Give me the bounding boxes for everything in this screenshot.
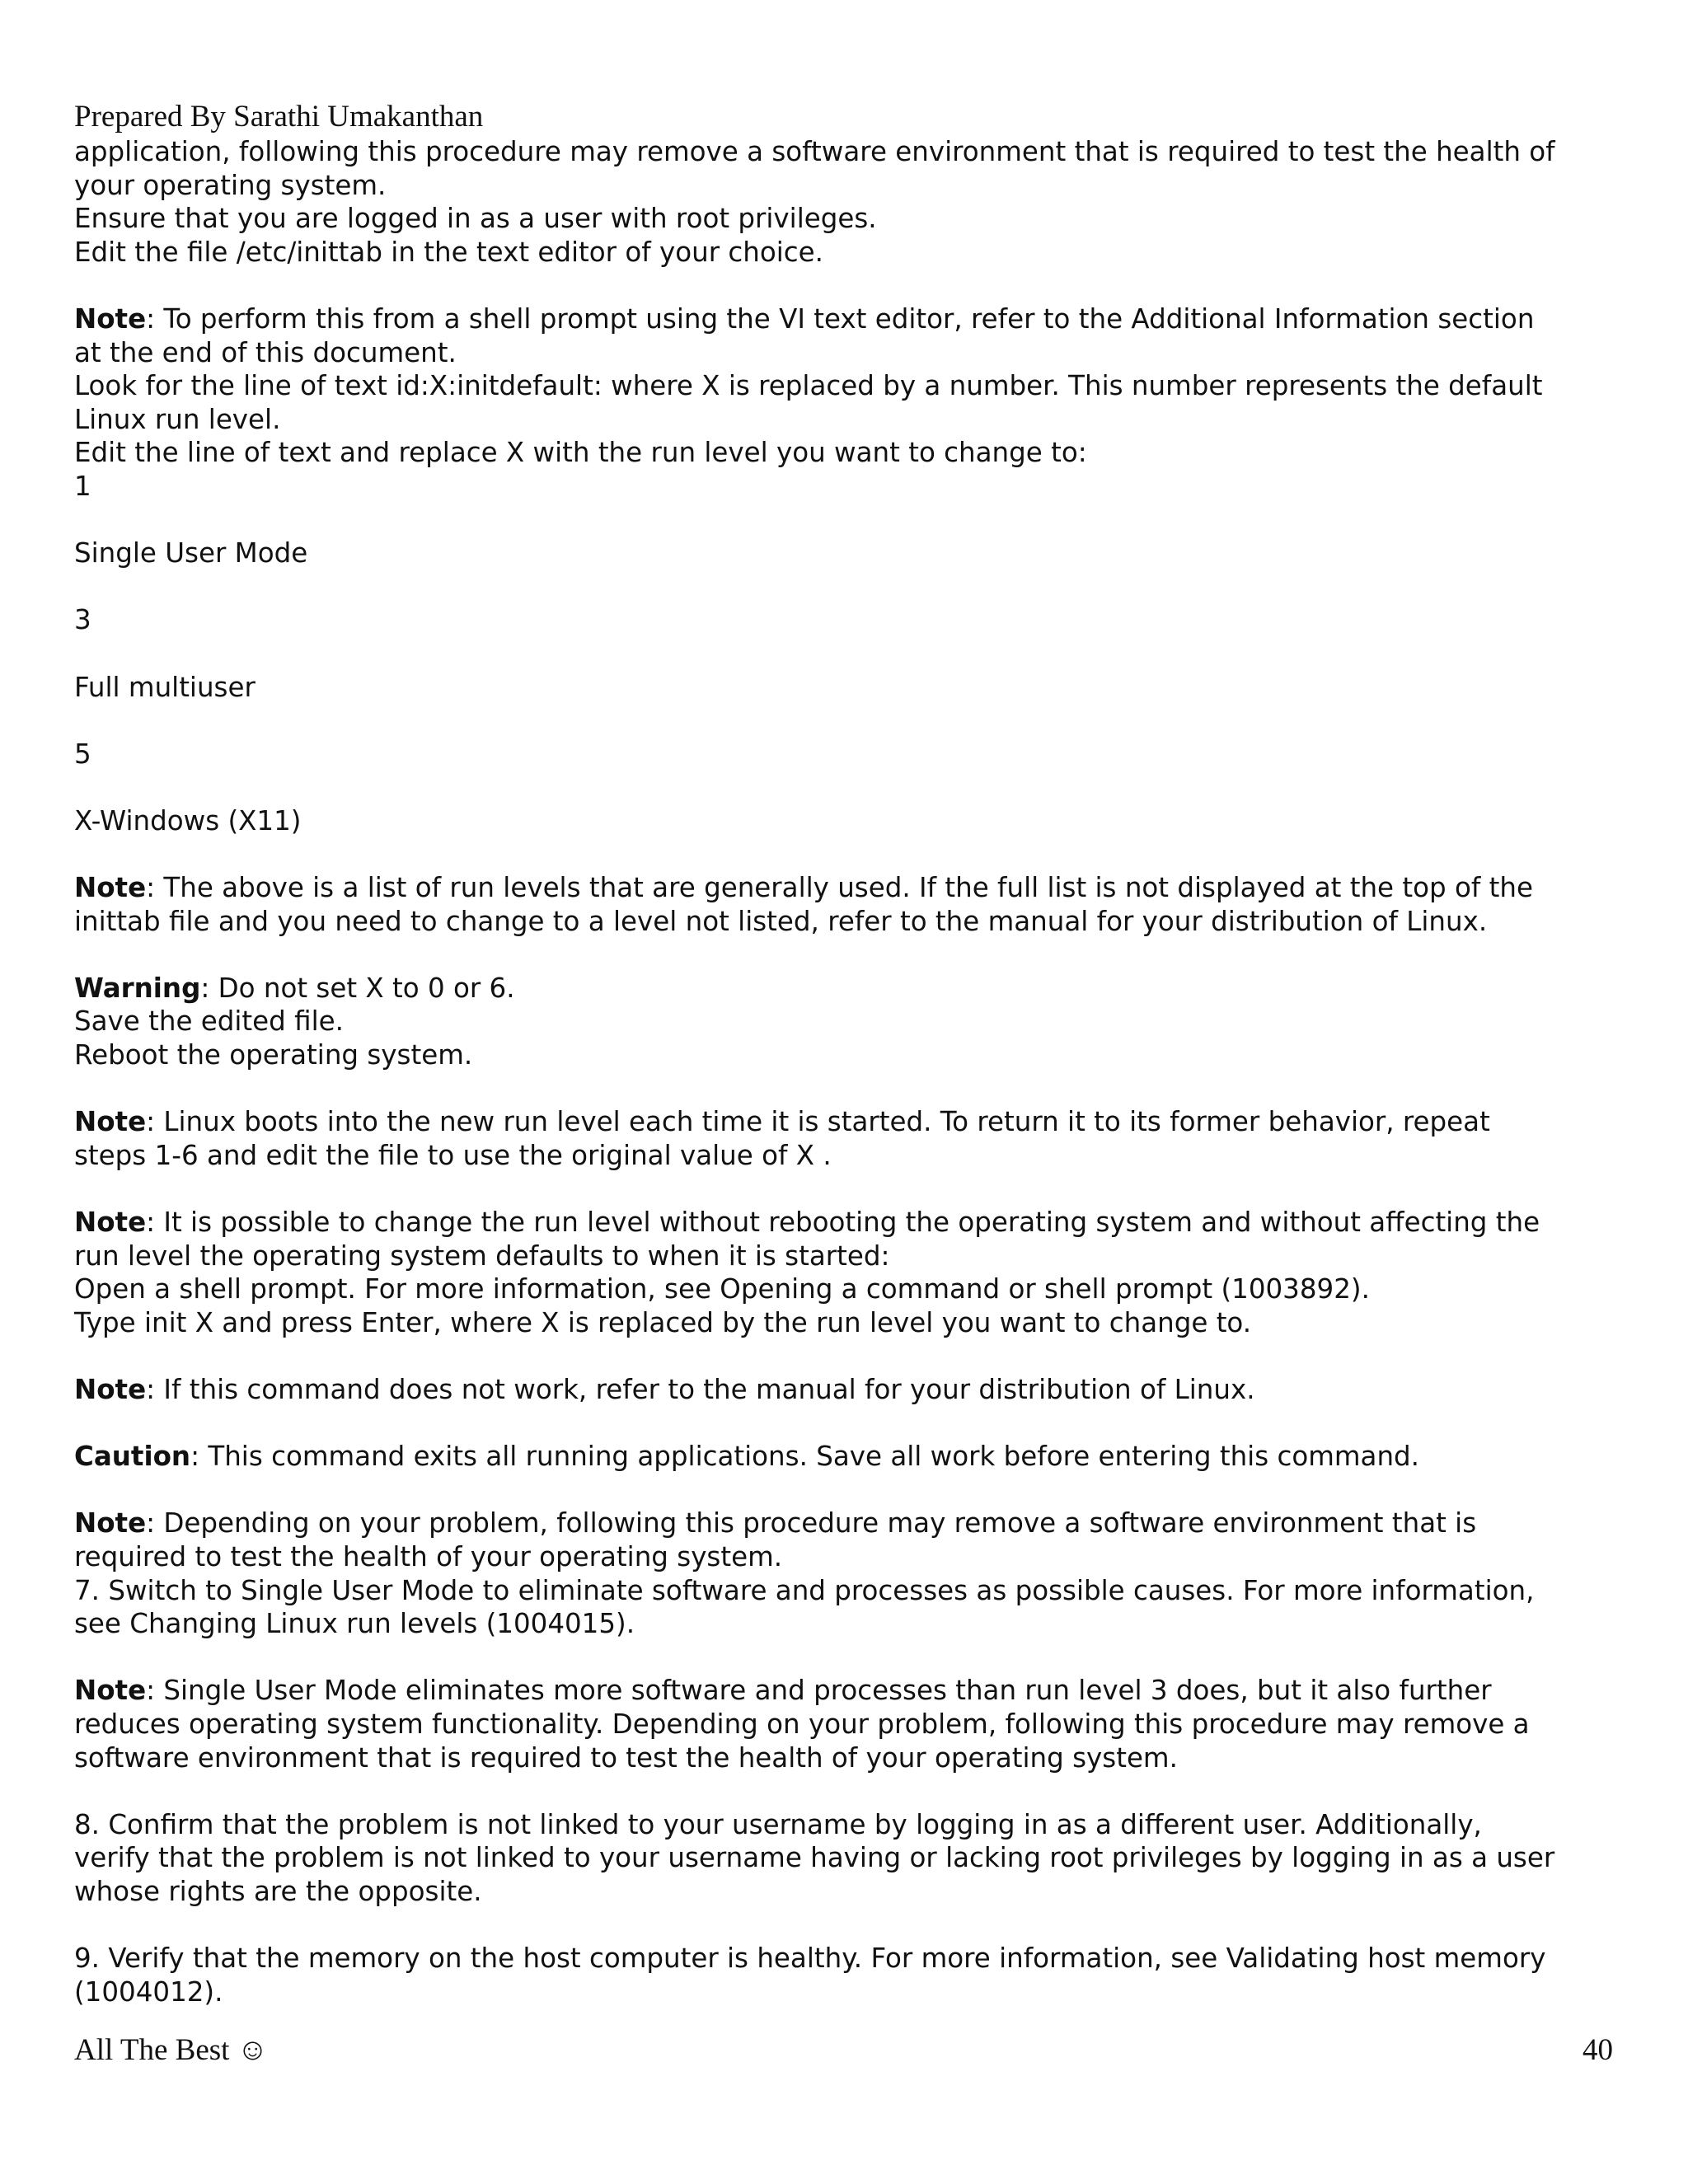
note-label: Note <box>74 1106 147 1138</box>
caution-text: : This command exits all running applications. Save all work before entering this command. <box>190 1441 1420 1473</box>
text-line: your operating system. <box>74 169 387 201</box>
text-line: Edit the file /etc/inittab in the text editor of your choice. <box>74 236 824 268</box>
run-level-number: 5 <box>74 738 91 770</box>
note-line <box>74 302 1624 336</box>
step-line: 8. Confirm that the problem is not linked to your username by logging in as a different user. Additionally, <box>74 1808 1482 1840</box>
note-line <box>74 1206 1624 1240</box>
note-text: : Depending on your problem, following this procedure may remove a software environment that is <box>146 1507 1477 1540</box>
note-line <box>74 871 1624 905</box>
step-line: 7. Switch to Single User Mode to eliminate software and processes as possible causes. For more information, <box>74 1574 1535 1606</box>
note-text: : If this command does not work, refer to the manual for your distribution of Linux. <box>146 1373 1255 1405</box>
run-level-number: 3 <box>74 604 91 636</box>
note-label: Note <box>74 302 147 335</box>
page-footer-text: All The Best ☺ <box>74 2033 269 2067</box>
blank-line <box>74 570 1624 604</box>
note-label: Note <box>74 1207 147 1238</box>
text-line: Reboot the operating system. <box>74 1039 473 1071</box>
text-line: whose rights are the opposite. <box>74 1875 482 1907</box>
blank-line <box>74 1072 1624 1106</box>
blank-line <box>74 1407 1624 1441</box>
text-line: required to test the health of your operating system. <box>74 1540 783 1572</box>
blank-line <box>74 1641 1624 1675</box>
blank-line <box>74 771 1624 804</box>
text-line: reduces operating system functionality. Depending on your problem, following this procedure may remove a <box>74 1708 1530 1740</box>
text-line: inittab file and you need to change to a level not listed, refer to the manual for your distribution of Linux. <box>74 905 1488 937</box>
note-line <box>74 1105 1624 1139</box>
blank-line <box>74 269 1624 302</box>
page-number: 40 <box>1582 2033 1613 2067</box>
note-label: Note <box>74 1675 147 1707</box>
blank-line <box>74 504 1624 537</box>
document-body <box>74 135 1624 2008</box>
text-line: see Changing Linux run levels (1004015). <box>74 1608 635 1640</box>
blank-line <box>74 1172 1624 1206</box>
note-line <box>74 1507 1624 1540</box>
blank-line <box>74 637 1624 671</box>
note-line <box>74 1373 1624 1407</box>
caution-line <box>74 1440 1624 1474</box>
text-line: Look for the line of text id:X:initdefault: where X is replaced by a number. This number represents the default <box>74 370 1543 402</box>
warning-text: : Do not set X to 0 or 6. <box>200 972 515 1004</box>
note-line <box>74 1674 1624 1708</box>
note-text: : Linux boots into the new run level each time it is started. To return it to its former behavior, repeat <box>146 1106 1490 1138</box>
warning-label: Warning <box>74 972 201 1004</box>
text-line: software environment that is required to test the health of your operating system. <box>74 1741 1178 1774</box>
text-line: Edit the line of text and replace X with the run level you want to change to: <box>74 437 1087 469</box>
run-level-name: Single User Mode <box>74 537 308 569</box>
blank-line <box>74 1908 1624 1942</box>
warning-line <box>74 972 1624 1005</box>
note-label: Note <box>74 1507 147 1540</box>
blank-line <box>74 1339 1624 1373</box>
blank-line <box>74 938 1624 972</box>
blank-line <box>74 704 1624 738</box>
text-line: Linux run level. <box>74 403 281 435</box>
text-line: steps 1-6 and edit the file to use the original value of X . <box>74 1139 832 1171</box>
note-text: : The above is a list of run levels that are generally used. If the full list is not displayed at the top of the <box>146 872 1533 904</box>
run-level-name: X-Windows (X11) <box>74 804 302 837</box>
page-header: Prepared By Sarathi Umakanthan <box>74 100 484 134</box>
blank-line <box>74 837 1624 871</box>
note-text: : It is possible to change the run level without rebooting the operating system and without affecting the <box>146 1207 1540 1238</box>
text-line: Open a shell prompt. For more information, see Opening a command or shell prompt (1003892). <box>74 1273 1370 1305</box>
text-line: Type init X and press Enter, where X is replaced by the run level you want to change to. <box>74 1306 1252 1338</box>
caution-label: Caution <box>74 1441 191 1473</box>
note-label: Note <box>74 1373 147 1405</box>
text-line: application, following this procedure may remove a software environment that is required to test the health of <box>74 136 1555 167</box>
note-text: : Single User Mode eliminates more software and processes than run level 3 does, but it also further <box>146 1675 1492 1707</box>
text-line: Save the edited file. <box>74 1005 344 1038</box>
blank-line <box>74 1774 1624 1808</box>
note-text: : To perform this from a shell prompt using the VI text editor, refer to the Additional Information section <box>146 302 1535 335</box>
blank-line <box>74 1474 1624 1507</box>
text-line: (1004012). <box>74 1975 223 2008</box>
text-line: at the end of this document. <box>74 336 457 368</box>
step-line: 9. Verify that the memory on the host computer is healthy. For more information, see Validating host memory <box>74 1943 1546 1975</box>
run-level-name: Full multiuser <box>74 671 256 703</box>
text-line: Ensure that you are logged in as a user with root privileges. <box>74 203 877 235</box>
run-level-number: 1 <box>74 470 91 502</box>
text-line: run level the operating system defaults to when it is started: <box>74 1240 890 1272</box>
note-label: Note <box>74 872 147 904</box>
text-line: verify that the problem is not linked to your username having or lacking root privileges by logging in as a user <box>74 1842 1555 1874</box>
